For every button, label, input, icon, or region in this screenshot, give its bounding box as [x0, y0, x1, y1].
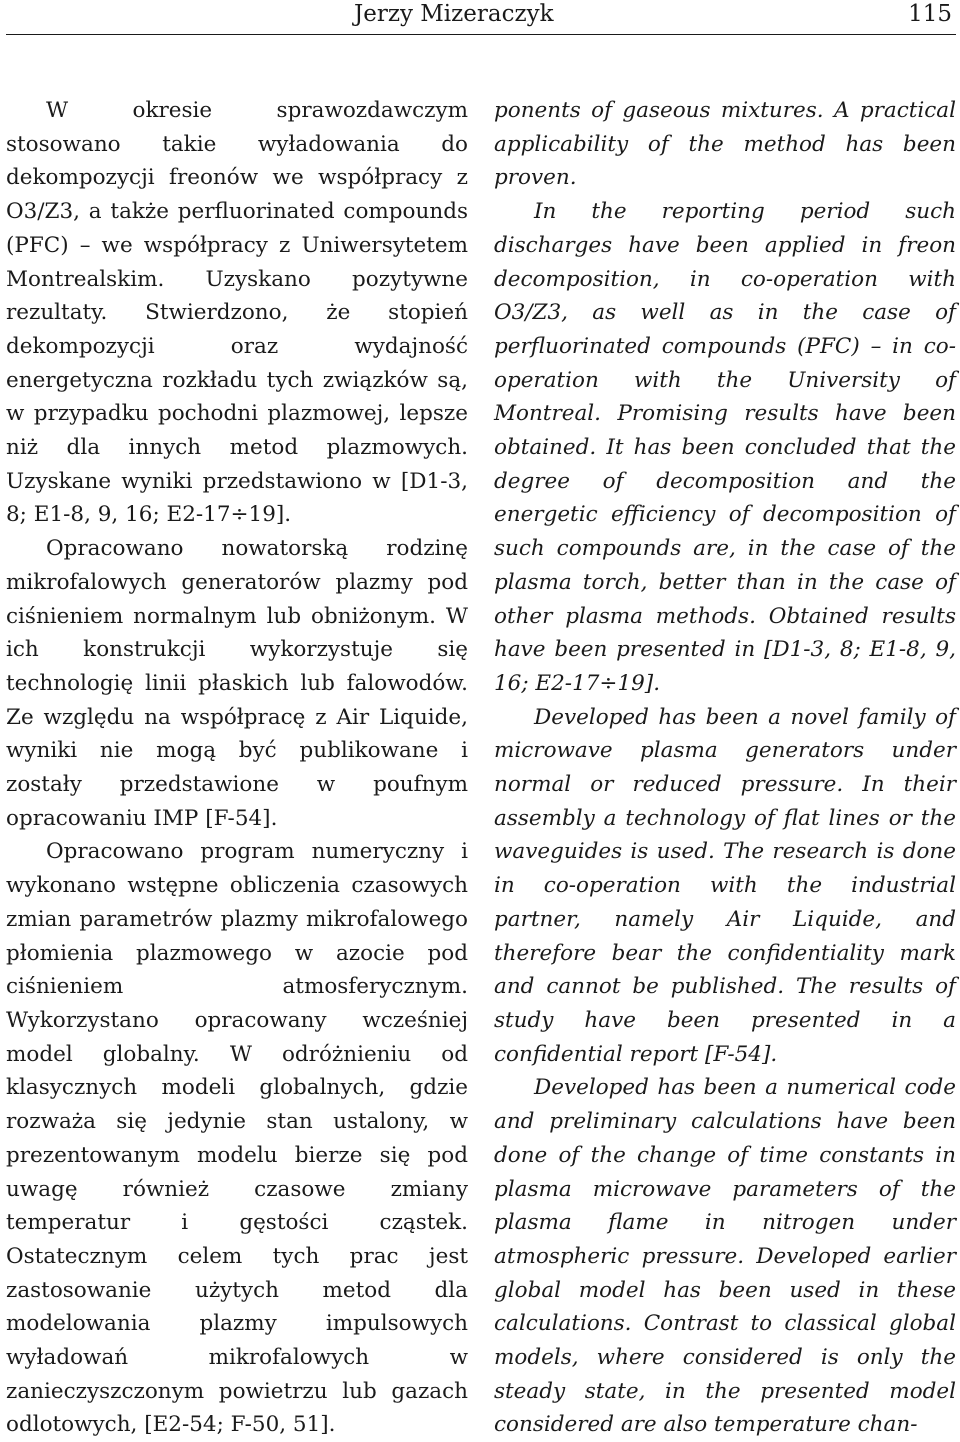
paragraph: Developed has been a novel family of microwave plasma generators under normal or reduced pressure. In their assembly a technology of flat lines or the waveguides is used. The research is done in co-operation with the industrial partner, namely Air Liquide, and therefore bear the confidentiality mark and cannot be published. The results of study have been presented in a confidential report [F-54]. — [494, 704, 956, 1067]
running-head — [0, 0, 960, 34]
header-rule — [6, 34, 956, 35]
paragraph: In the reporting period such discharges have been applied in freon decomposition, in co-operation with O3/Z3, as well as in the case of perfluorinated compounds (PFC) – in co-operation with the University of Montreal. Promising results have been obtained. It has been concluded that the degree of decomposition and the energetic efficiency of decomposition of such compounds are, in the case of the plasma torch, better than in the case of other plasma methods. Obtained results have been presented in [D1-3, 8; E1-8, 9, 16; E2-17÷19]. — [494, 199, 956, 696]
paragraph: Opracowano program numeryczny i wykonano wstępne obliczenia czasowych zmian parametrów plazmy mikrofalowego płomienia plazmowego w azocie pod ciśnieniem atmosferycznym. Wykorzystano opracowany wcześniej model globalny. W odróżnieniu od klasycznych modeli globalnych, gdzie rozważa się jedynie stan ustalony, w prezentowanym modelu bierze się pod uwagę również czasowe zmiany temperatur i gęstości cząstek. Ostatecznym celem tych prac jest zastosowanie użytych metod dla modelowania plazmy impulsowych wyładowań mikrofalowych w zanieczyszczonym powietrzu lub gazach odlotowych, [E2-54; F-50, 51]. — [6, 839, 468, 1438]
page-number: 115 — [908, 1, 952, 27]
running-head-author: Jerzy Mizeraczyk — [354, 1, 554, 27]
right-column-english-text — [494, 94, 956, 1442]
paragraph: Developed has been a numerical code and preliminary calculations have been done of the change of time constants in plasma microwave parameters of the plasma flame in nitrogen under atmospheric pressure. Developed earlier global model has been used in these calculations. Contrast to classical global models, where considered is only the steady state, in the presented model considered are also temperature chan- — [494, 1075, 956, 1438]
paragraph: Opracowano nowatorską rodzinę mikrofalowych generatorów plazmy pod ciśnieniem normalnym lub obniżonym. W ich konstrukcji wykorzystuje się technologię linii płaskich lub falowodów. Ze względu na współpracę z Air Liquide, wyniki nie mogą być publikowane i zostały przedstawione w poufnym opracowaniu IMP [F-54]. — [6, 536, 468, 831]
left-column-polish-text — [6, 94, 468, 1442]
paragraph-continuation: ponents of gaseous mixtures. A practical applicability of the method has been proven. — [494, 98, 956, 191]
paragraph: W okresie sprawozdawczym stosowano takie wyładowania do dekompozycji freonów we współpracy z O3/Z3, a także perfluorinated compounds (PFC) – we współpracy z Uniwersytetem Montrealskim. Uzyskano pozytywne rezultaty. Stwierdzono, że stopień dekompozycji oraz wydajność energetyczna rozkładu tych związków są, w przypadku pochodni plazmowej, lepsze niż dla innych metod plazmowych. Uzyskane wyniki przedstawiono w [D1-3, 8; E1-8, 9, 16; E2-17÷19]. — [6, 98, 468, 528]
